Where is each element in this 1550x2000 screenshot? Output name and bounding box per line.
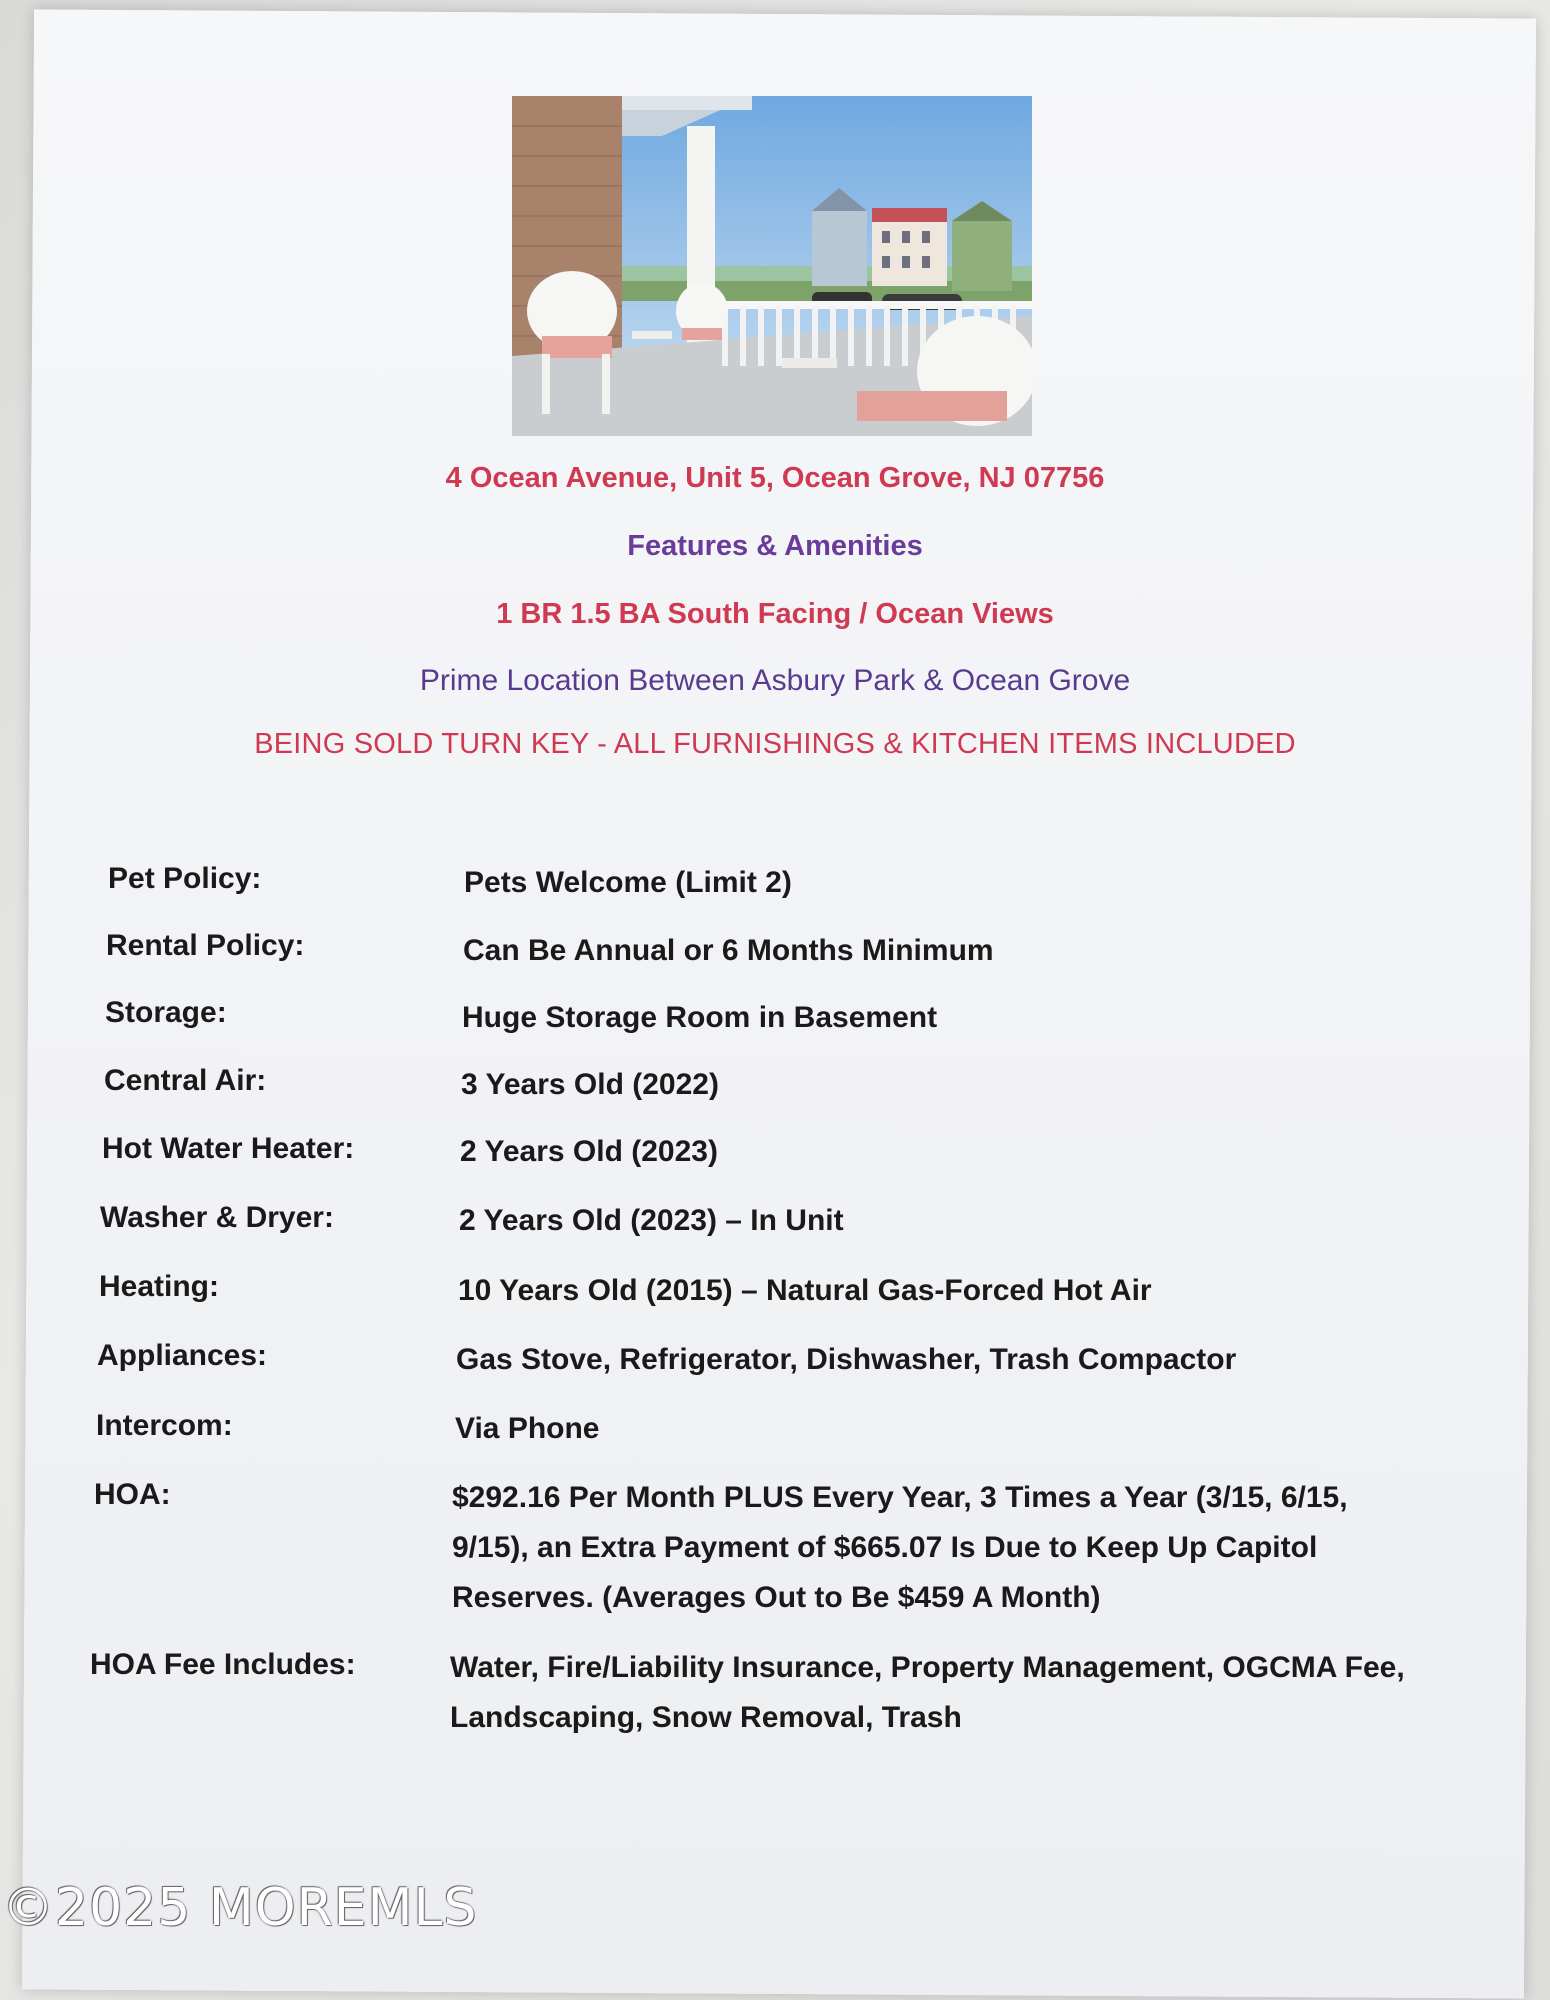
location-tagline: Prime Location Between Asbury Park & Ocean Grove	[419, 664, 1131, 697]
pet-policy-label: Pet Policy:	[108, 862, 262, 895]
central-air-label: Central Air:	[104, 1064, 267, 1097]
hot-water-heater-label: Hot Water Heater:	[102, 1132, 355, 1165]
rental-policy-value: Can Be Annual or 6 Months Minimum	[463, 934, 994, 967]
intercom-label: Intercom:	[96, 1409, 233, 1442]
property-address: 4 Ocean Avenue, Unit 5, Ocean Grove, NJ 07756	[445, 462, 1105, 494]
heating-label: Heating:	[99, 1270, 219, 1303]
hot-water-heater-value: 2 Years Old (2023)	[460, 1135, 718, 1168]
storage-label: Storage:	[105, 996, 227, 1029]
hoa-fee-includes-label: HOA Fee Includes:	[90, 1648, 356, 1681]
rental-policy-label: Rental Policy:	[106, 929, 305, 962]
storage-value: Huge Storage Room in Basement	[462, 1001, 938, 1034]
heating-value: 10 Years Old (2015) – Natural Gas-Forced Hot Air	[458, 1274, 1152, 1307]
pet-policy-value: Pets Welcome (Limit 2)	[464, 866, 792, 899]
property-specs: 1 BR 1.5 BA South Facing / Ocean Views	[496, 598, 1054, 630]
central-air-value: 3 Years Old (2022)	[461, 1068, 719, 1101]
turnkey-notice: BEING SOLD TURN KEY - ALL FURNISHINGS & KITCHEN ITEMS INCLUDED	[254, 728, 1296, 760]
hoa-value: $292.16 Per Month PLUS Every Year, 3 Times a Year (3/15, 6/15, 9/15), an Extra Payment of $665.07 Is Due to Keep Up Capitol Reserves. (Averages Out to Be $459 A Month)	[452, 1481, 1348, 1614]
washer-dryer-label: Washer & Dryer:	[100, 1201, 334, 1234]
appliances-value: Gas Stove, Refrigerator, Dishwasher, Trash Compactor	[456, 1343, 1237, 1376]
hoa-label: HOA:	[94, 1478, 171, 1511]
hoa-fee-includes-value: Water, Fire/Liability Insurance, Property Management, OGCMA Fee, Landscaping, Snow Removal, Trash	[450, 1651, 1405, 1734]
mls-watermark: ©2025 MOREMLS	[2, 1878, 478, 1938]
washer-dryer-value: 2 Years Old (2023) – In Unit	[459, 1204, 844, 1237]
section-title: Features & Amenities	[627, 530, 923, 562]
intercom-value: Via Phone	[455, 1412, 600, 1445]
porch-ocean-view-photo	[512, 96, 1032, 436]
appliances-label: Appliances:	[97, 1339, 268, 1372]
